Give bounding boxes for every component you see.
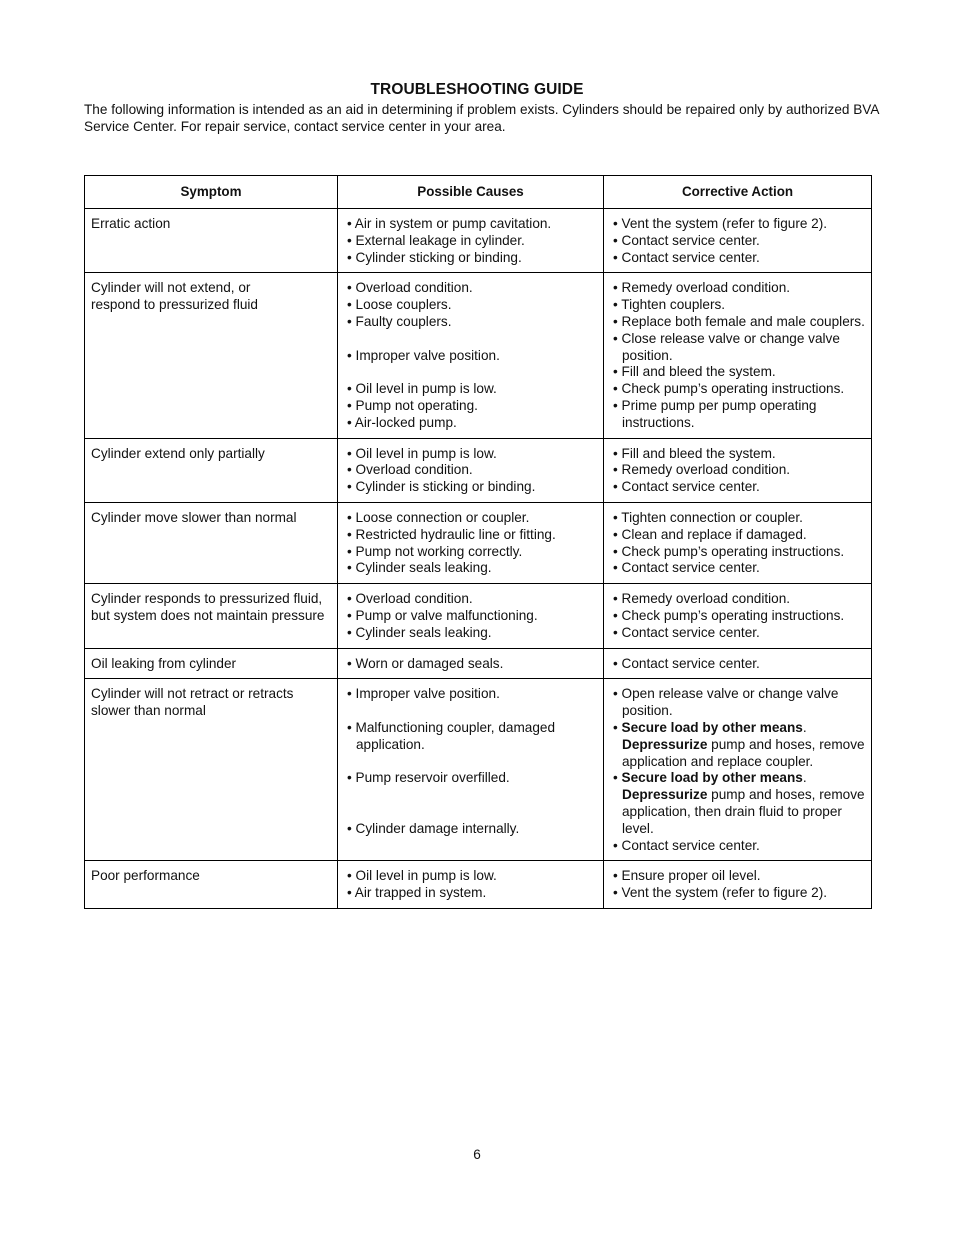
action-text: pump and hoses, remove application, then drain fluid to proper level. [622, 787, 865, 836]
table-header-row [85, 176, 872, 209]
action-item: • Check pump’s operating instructions. [613, 607, 845, 623]
causes-cell [338, 209, 604, 273]
action-item: • Replace both female and male couplers. [613, 313, 865, 329]
cause-item: • Cylinder seals leaking. [347, 560, 492, 576]
actions-cell [604, 679, 872, 861]
symptom-cell [85, 209, 338, 273]
symptom-cell [85, 648, 338, 679]
cause-item: • Pump reservoir overfilled. [347, 770, 510, 786]
emphasis-text: Depressurize [622, 787, 708, 803]
cause-item: • Air-locked pump. [347, 414, 457, 430]
causes-cell [338, 584, 604, 648]
cause-item: • Restricted hydraulic line or fitting. [347, 526, 556, 542]
action-item: • Contact service center. [613, 837, 760, 853]
action-item: • Contact service center. [613, 655, 760, 671]
action-text: . [802, 770, 807, 786]
symptom-cell [85, 584, 338, 648]
actions-cell [604, 273, 872, 438]
cause-item: • Overload condition. [347, 591, 473, 607]
cause-item: • Loose couplers. [347, 297, 452, 313]
causes-cell [338, 273, 604, 438]
action-item: • Remedy overload condition. [613, 462, 791, 478]
symptom-text: Poor performance [91, 868, 200, 884]
cause-item: • Improper valve position. [347, 347, 500, 363]
cause-item: • Oil level in pump is low. [347, 868, 497, 884]
table-row [85, 861, 872, 909]
cause-item: • Pump or valve malfunctioning. [347, 607, 538, 623]
emphasis-text: Secure load by other means [621, 719, 803, 735]
actions-cell [604, 861, 872, 909]
action-item: • Fill and bleed the system. [613, 364, 776, 380]
action-item: • Clean and replace if damaged. [613, 526, 807, 542]
symptom-cell [85, 273, 338, 438]
cause-item: • Air trapped in system. [347, 885, 487, 901]
causes-cell [338, 438, 604, 502]
action-item: • Vent the system (refer to figure 2). [613, 885, 828, 901]
table-row [85, 648, 872, 679]
cause-item: • Cylinder sticking or binding. [347, 249, 522, 265]
cause-item: • Pump not operating. [347, 397, 478, 413]
cause-item: • Overload condition. [347, 280, 473, 296]
cause-item: • Cylinder damage internally. [347, 820, 520, 836]
actions-cell [604, 648, 872, 679]
cause-item: • Oil level in pump is low. [347, 381, 497, 397]
cause-item: • Malfunctioning coupler, damaged application. [347, 719, 556, 752]
action-item: • Open release valve or change valve position. [613, 686, 839, 719]
actions-cell [604, 584, 872, 648]
troubleshooting-table [84, 175, 872, 909]
action-item: • Secure load by other means. Depressurize pump and hoses, remove application and replace coupler. [613, 719, 865, 769]
cause-item: • Oil level in pump is low. [347, 445, 497, 461]
symptom-text: respond to pressurized fluid [91, 297, 258, 313]
page-title: TROUBLESHOOTING GUIDE [370, 81, 584, 98]
cause-item: • External leakage in cylinder. [347, 232, 525, 248]
action-item: • Remedy overload condition. [613, 280, 791, 296]
action-item: • Secure load by other means. Depressurize pump and hoses, remove application, then drain fluid to proper level. [613, 770, 865, 836]
emphasis-text: Depressurize [622, 736, 708, 752]
symptom-text: Cylinder will not extend, or [91, 280, 251, 296]
symptom-text: Cylinder will not retract or retracts slower than normal [91, 686, 294, 719]
cause-item: • Overload condition. [347, 462, 473, 478]
symptom-cell [85, 679, 338, 861]
action-text: pump and hoses, remove application and replace coupler. [622, 736, 865, 769]
action-item: • Remedy overload condition. [613, 591, 791, 607]
symptom-text: Cylinder responds to pressurized fluid, but system does not maintain pressure [91, 591, 325, 623]
cause-item: • Improper valve position. [347, 686, 500, 702]
action-item: • Contact service center. [613, 624, 760, 640]
actions-cell [604, 209, 872, 273]
causes-cell [338, 861, 604, 909]
action-item: • Check pump’s operating instructions. [613, 543, 845, 559]
symptom-text: Cylinder extend only partially [91, 445, 265, 461]
action-item: • Contact service center. [613, 479, 760, 495]
cause-item: • Pump not working correctly. [347, 543, 523, 559]
page-number: 6 [473, 1147, 481, 1162]
symptom-cell [85, 861, 338, 909]
intro-paragraph: The following information is intended as an aid in determining if problem exists. Cylinders should be repaired only by authorized BVA Service Center. For repair service, contact service center in your area. [84, 102, 879, 134]
header-possible-causes: Possible Causes [338, 176, 604, 209]
cause-item: • Loose connection or coupler. [347, 509, 530, 525]
causes-cell [338, 648, 604, 679]
cause-item: • Air in system or pump cavitation. [347, 216, 552, 231]
action-item: • Contact service center. [613, 232, 760, 248]
table-row [85, 584, 872, 648]
causes-cell [338, 679, 604, 861]
cause-item: • Cylinder seals leaking. [347, 624, 492, 640]
action-item: • Tighten couplers. [613, 297, 726, 313]
action-item: • Ensure proper oil level. [613, 868, 761, 884]
action-item: • Prime pump per pump operating instructions. [613, 397, 817, 430]
table-row [85, 273, 872, 438]
cause-item: • Cylinder is sticking or binding. [347, 479, 536, 495]
table-row [85, 679, 872, 861]
symptom-text: Cylinder move slower than normal [91, 509, 297, 525]
action-text: . [802, 719, 807, 735]
emphasis-text: Secure load by other means [621, 770, 803, 786]
action-item: • Check pump’s operating instructions. [613, 381, 845, 397]
header-corrective-action: Corrective Action [604, 176, 872, 209]
actions-cell [604, 438, 872, 502]
symptom-cell [85, 438, 338, 502]
cause-item: • Faulty couplers. [347, 313, 452, 329]
symptom-cell [85, 502, 338, 583]
table-row [85, 502, 872, 583]
action-item: • Tighten connection or coupler. [613, 509, 803, 525]
causes-cell [338, 502, 604, 583]
actions-cell [604, 502, 872, 583]
table-row [85, 438, 872, 502]
header-symptom: Symptom [85, 176, 338, 209]
table-row [85, 209, 872, 273]
cause-item: • Worn or damaged seals. [347, 655, 504, 671]
symptom-text: Oil leaking from cylinder [91, 655, 237, 671]
action-item: • Contact service center. [613, 249, 760, 265]
symptom-text: Erratic action [91, 216, 171, 231]
action-item: • Contact service center. [613, 560, 760, 576]
action-item: • Vent the system (refer to figure 2). [613, 216, 828, 231]
action-item: • Fill and bleed the system. [613, 445, 776, 461]
action-item: • Close release valve or change valve position. [613, 330, 840, 363]
